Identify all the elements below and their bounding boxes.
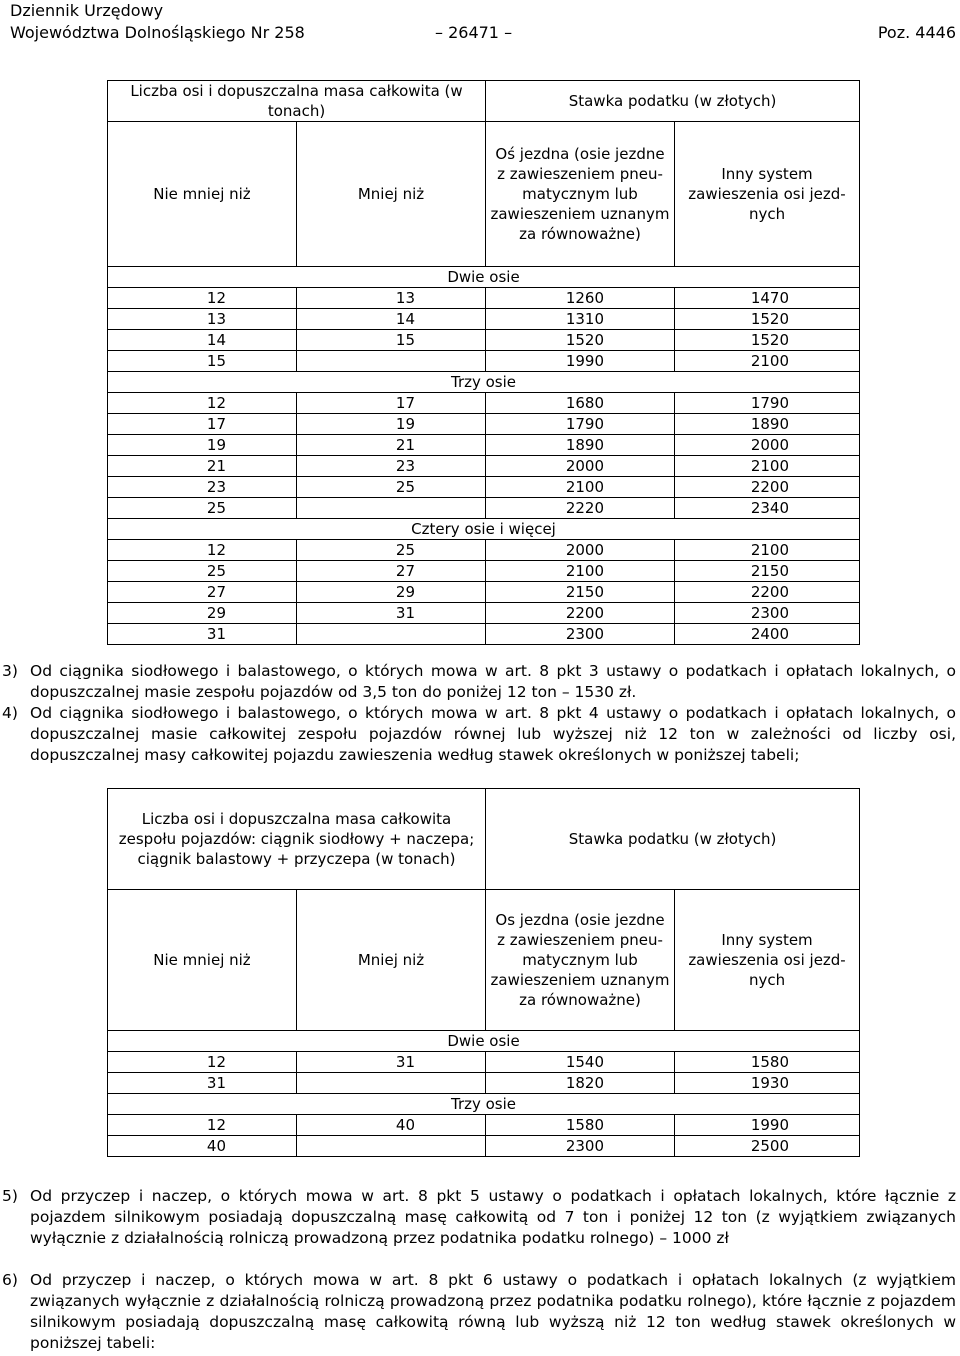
cell-pneumatic-rate: 1890 (486, 435, 675, 456)
cell-max (297, 1073, 486, 1094)
cell-pneumatic-rate: 2000 (486, 456, 675, 477)
cell-min: 12 (108, 288, 297, 309)
cell-max: 14 (297, 309, 486, 330)
cell-pneumatic-rate: 1820 (486, 1073, 675, 1094)
table-row (108, 1073, 860, 1094)
table-row (108, 330, 860, 351)
cell-other-rate: 2100 (675, 540, 860, 561)
paragraph-3 (2, 661, 956, 703)
cell-max: 23 (297, 456, 486, 477)
cell-pneumatic-rate: 2000 (486, 540, 675, 561)
cell-max: 19 (297, 414, 486, 435)
section-title: Trzy osie (108, 372, 860, 393)
cell-min: 12 (108, 540, 297, 561)
journal-issue: Województwa Dolnośląskiego Nr 258 (10, 23, 305, 42)
header-max: Mniej niż (297, 890, 486, 1031)
cell-max: 40 (297, 1115, 486, 1136)
cell-max (297, 1136, 486, 1157)
cell-pneumatic-rate: 2200 (486, 603, 675, 624)
cell-other-rate: 2300 (675, 603, 860, 624)
section-title: Trzy osie (108, 1094, 860, 1115)
paragraph-6 (2, 1270, 956, 1354)
cell-max (297, 351, 486, 372)
table-row (108, 582, 860, 603)
header-pneumatic: Oś jezdna (osie jezdne z zawieszeniem pneu-matycznym lub zawieszeniem uznanym za równoważne) (486, 122, 675, 267)
header-tax-rate: Stawka podatku (w złotych) (486, 789, 860, 890)
header-pneumatic: Os jezdna (osie jezdne z zawieszeniem pneu-matycznym lub zawieszeniem uznanym za równoważne) (486, 890, 675, 1031)
table-row (108, 435, 860, 456)
paragraph-number: 4) (2, 704, 18, 722)
cell-other-rate: 2200 (675, 477, 860, 498)
table-row (108, 540, 860, 561)
cell-min: 12 (108, 393, 297, 414)
cell-pneumatic-rate: 2150 (486, 582, 675, 603)
table-row (108, 498, 860, 519)
table-row (108, 477, 860, 498)
header-axle-mass: Liczba osi i dopuszczalna masa całkowita zespołu pojazdów: ciągnik siodłowy + naczepa; ciągnik balastowy + przyczepa (w tonach) (108, 789, 486, 890)
cell-pneumatic-rate: 2300 (486, 624, 675, 645)
tax-table-2 (107, 788, 860, 1157)
paragraph-text: Od ciągnika siodłowego i balastowego, o których mowa w art. 8 pkt 3 ustawy o podatkach i opłatach lokalnych, o dopuszczalnej masie zespołu pojazdów od 3,5 ton do poniżej 12 ton – 1530 zł. (30, 662, 956, 701)
table-row (108, 1136, 860, 1157)
cell-max: 17 (297, 393, 486, 414)
cell-pneumatic-rate: 1310 (486, 309, 675, 330)
section-row (108, 372, 860, 393)
paragraph-text: Od przyczep i naczep, o których mowa w art. 8 pkt 6 ustawy o podatkach i opłatach lokalnych (z wyjątkiem związanych wyłącznie z działalnością rolniczą prowadzoną przez podatnika podatku rolnego), które łącznie z pojazdem silnikowym posiadają dopuszczalną masę całkowitą równą lub wyższą niż 12 ton według stawek określonych w poniższej tabeli: (30, 1271, 956, 1352)
cell-other-rate: 1790 (675, 393, 860, 414)
cell-other-rate: 2200 (675, 582, 860, 603)
page-header (10, 0, 956, 44)
table-row (108, 456, 860, 477)
tax-table-1 (107, 80, 860, 645)
table-row (108, 288, 860, 309)
paragraph-number: 5) (2, 1187, 18, 1205)
header-other-suspension: Inny system zawieszenia osi jezd-nych (675, 122, 860, 267)
cell-min: 23 (108, 477, 297, 498)
cell-other-rate: 1930 (675, 1073, 860, 1094)
section-row (108, 267, 860, 288)
cell-other-rate: 1470 (675, 288, 860, 309)
page-number: – 26471 – (435, 23, 513, 42)
section-row (108, 519, 860, 540)
cell-pneumatic-rate: 1540 (486, 1052, 675, 1073)
cell-max: 25 (297, 477, 486, 498)
cell-max: 29 (297, 582, 486, 603)
header-other-suspension: Inny system zawieszenia osi jezd-nych (675, 890, 860, 1031)
cell-pneumatic-rate: 1790 (486, 414, 675, 435)
table-row (108, 414, 860, 435)
cell-min: 25 (108, 498, 297, 519)
table-row (108, 561, 860, 582)
cell-other-rate: 2100 (675, 456, 860, 477)
header-row (10, 22, 956, 44)
table-row (108, 1115, 860, 1136)
cell-other-rate: 1520 (675, 309, 860, 330)
cell-min: 29 (108, 603, 297, 624)
cell-min: 13 (108, 309, 297, 330)
cell-min: 17 (108, 414, 297, 435)
journal-title: Dziennik Urzędowy (10, 1, 164, 20)
header-max: Mniej niż (297, 122, 486, 267)
table-row (108, 393, 860, 414)
header-tax-rate: Stawka podatku (w złotych) (486, 81, 860, 122)
table-row (108, 603, 860, 624)
paragraph-number: 3) (2, 662, 18, 680)
cell-pneumatic-rate: 2300 (486, 1136, 675, 1157)
cell-max: 13 (297, 288, 486, 309)
paragraph-text: Od przyczep i naczep, o których mowa w art. 8 pkt 5 ustawy o podatkach i opłatach lokalnych, które łącznie z pojazdem silnikowym posiadają dopuszczalną masę całkowitą od 7 ton i poniżej 12 ton (z wyjątkiem związanych wyłącznie z działalnością rolniczą prowadzoną przez podatnika podatku rolnego) – 1000 zł (30, 1187, 956, 1247)
cell-min: 31 (108, 1073, 297, 1094)
table-row (108, 309, 860, 330)
cell-pneumatic-rate: 2220 (486, 498, 675, 519)
cell-min: 12 (108, 1052, 297, 1073)
section-row (108, 1094, 860, 1115)
section-title: Dwie osie (108, 1031, 860, 1052)
cell-other-rate: 1580 (675, 1052, 860, 1073)
paragraph-5 (2, 1186, 956, 1249)
cell-min: 31 (108, 624, 297, 645)
cell-other-rate: 2150 (675, 561, 860, 582)
section-row (108, 1031, 860, 1052)
cell-other-rate: 1990 (675, 1115, 860, 1136)
cell-other-rate: 2400 (675, 624, 860, 645)
paragraph-number: 6) (2, 1271, 18, 1289)
cell-pneumatic-rate: 1990 (486, 351, 675, 372)
cell-other-rate: 1520 (675, 330, 860, 351)
cell-max (297, 498, 486, 519)
table-row (108, 1052, 860, 1073)
cell-max: 21 (297, 435, 486, 456)
cell-other-rate: 2100 (675, 351, 860, 372)
cell-pneumatic-rate: 2100 (486, 561, 675, 582)
section-title: Dwie osie (108, 267, 860, 288)
paragraph-text: Od ciągnika siodłowego i balastowego, o których mowa w art. 8 pkt 4 ustawy o podatkach i opłatach lokalnych, o dopuszczalnej masie całkowitej zespołu pojazdów równej lub wyższej niż 12 ton w zależności od liczby osi, dopuszczalnej masy całkowitej pojazdu zawieszenia według stawek określonych w poniższej tabeli; (30, 704, 956, 764)
cell-pneumatic-rate: 1520 (486, 330, 675, 351)
cell-other-rate: 1890 (675, 414, 860, 435)
position-number: Poz. 4446 (877, 23, 956, 42)
cell-min: 27 (108, 582, 297, 603)
cell-min: 12 (108, 1115, 297, 1136)
cell-pneumatic-rate: 2100 (486, 477, 675, 498)
cell-min: 15 (108, 351, 297, 372)
paragraph-4 (2, 703, 956, 766)
cell-other-rate: 2000 (675, 435, 860, 456)
cell-pneumatic-rate: 1680 (486, 393, 675, 414)
header-min: Nie mniej niż (108, 890, 297, 1031)
table-row (108, 624, 860, 645)
cell-other-rate: 2340 (675, 498, 860, 519)
cell-pneumatic-rate: 1260 (486, 288, 675, 309)
cell-min: 21 (108, 456, 297, 477)
cell-min: 25 (108, 561, 297, 582)
cell-max: 27 (297, 561, 486, 582)
cell-max: 25 (297, 540, 486, 561)
cell-min: 14 (108, 330, 297, 351)
section-title: Cztery osie i więcej (108, 519, 860, 540)
cell-max: 15 (297, 330, 486, 351)
header-min: Nie mniej niż (108, 122, 297, 267)
cell-min: 19 (108, 435, 297, 456)
cell-other-rate: 2500 (675, 1136, 860, 1157)
cell-max (297, 624, 486, 645)
cell-min: 40 (108, 1136, 297, 1157)
header-axle-mass: Liczba osi i dopuszczalna masa całkowita (w tonach) (108, 81, 486, 122)
cell-max: 31 (297, 603, 486, 624)
cell-pneumatic-rate: 1580 (486, 1115, 675, 1136)
table-row (108, 351, 860, 372)
cell-max: 31 (297, 1052, 486, 1073)
